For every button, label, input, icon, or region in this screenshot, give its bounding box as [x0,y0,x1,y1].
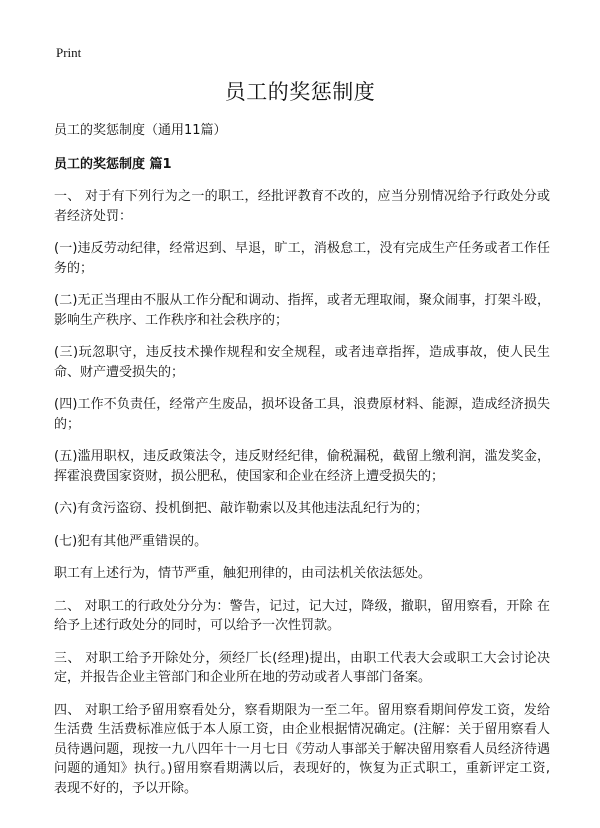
paragraph-item-1: (一)违反劳动纪律，经常迟到、早退，旷工，消极怠工，没有完成生产任务或者工作任务的； [54,241,550,276]
paragraph-criminal-note: 职工有上述行为，情节严重，触犯刑律的，由司法机关依法惩处。 [54,566,432,581]
paragraph-item-2: (二)无正当理由不服从工作分配和调动、指挥，或者无理取闹，聚众闹事，打架斗殴，影响生产秩序、工作秩序和社会秩序的； [54,293,550,328]
paragraph-item-5: (五)滥用职权，违反政策法令，违反财经纪律，偷税漏税，截留上缴利润，滥发奖金，挥霍浪费国家资财，损公肥私，使国家和企业在经济上遭受损失的； [54,449,550,484]
paragraph-intro: 一、 对于有下列行为之一的职工，经批评教育不改的，应当分别情况给予行政处分或者经济处罚： [54,189,550,224]
paragraph-section-4: 四、 对职工给予留用察看处分，察看期限为一至二年。留用察看期间停发工资，发给生活费 生活费标准应低于本人原工资，由企业根据情况确定。(注解：关于留用察看人员待遇问题，现按一九八四年十一月七日《劳动人事部关于解决留用察看人员经济待遇问题的通知》执行。)留用察看期满以后，表现好的，恢复为正式职工，重新评定工资,表现不好的，予以开除。 [54,702,550,796]
page-title: 员工的奖惩制度 [224,80,376,104]
paragraph-item-7: (七)犯有其他严重错误的。 [54,533,208,549]
document-body [54,121,550,811]
paragraph-item-6: (六)有贪污盗窃、投机倒把、敲诈勒索以及其他违法乱纪行为的； [54,501,429,516]
document-subtitle: 员工的奖惩制度（通用11篇） [54,123,227,138]
paragraph-section-2: 二、 对职工的行政处分分为：警告，记过，记大过，降级，撤职，留用察看，开除 在给予上述行政处分的同时，可以给予一次性罚款。 [54,598,550,633]
paragraph-item-3: (三)玩忽职守，违反技术操作规程和安全规程，或者违章指挥，造成事故，使人民生命、财产遭受损失的； [54,345,550,380]
section-heading: 员工的奖惩制度 篇1 [54,157,172,172]
paragraph-item-4: (四)工作不负责任，经常产生废品，损坏设备工具，浪费原材料、能源，造成经济损失的； [54,397,550,432]
paragraph-section-3: 三、 对职工给予开除处分，须经厂长(经理)提出，由职工代表大会或职工大会讨论决定，并报告企业主管部门和企业所在地的劳动或者人事部门备案。 [54,650,550,685]
print-link[interactable]: Print [56,45,82,60]
